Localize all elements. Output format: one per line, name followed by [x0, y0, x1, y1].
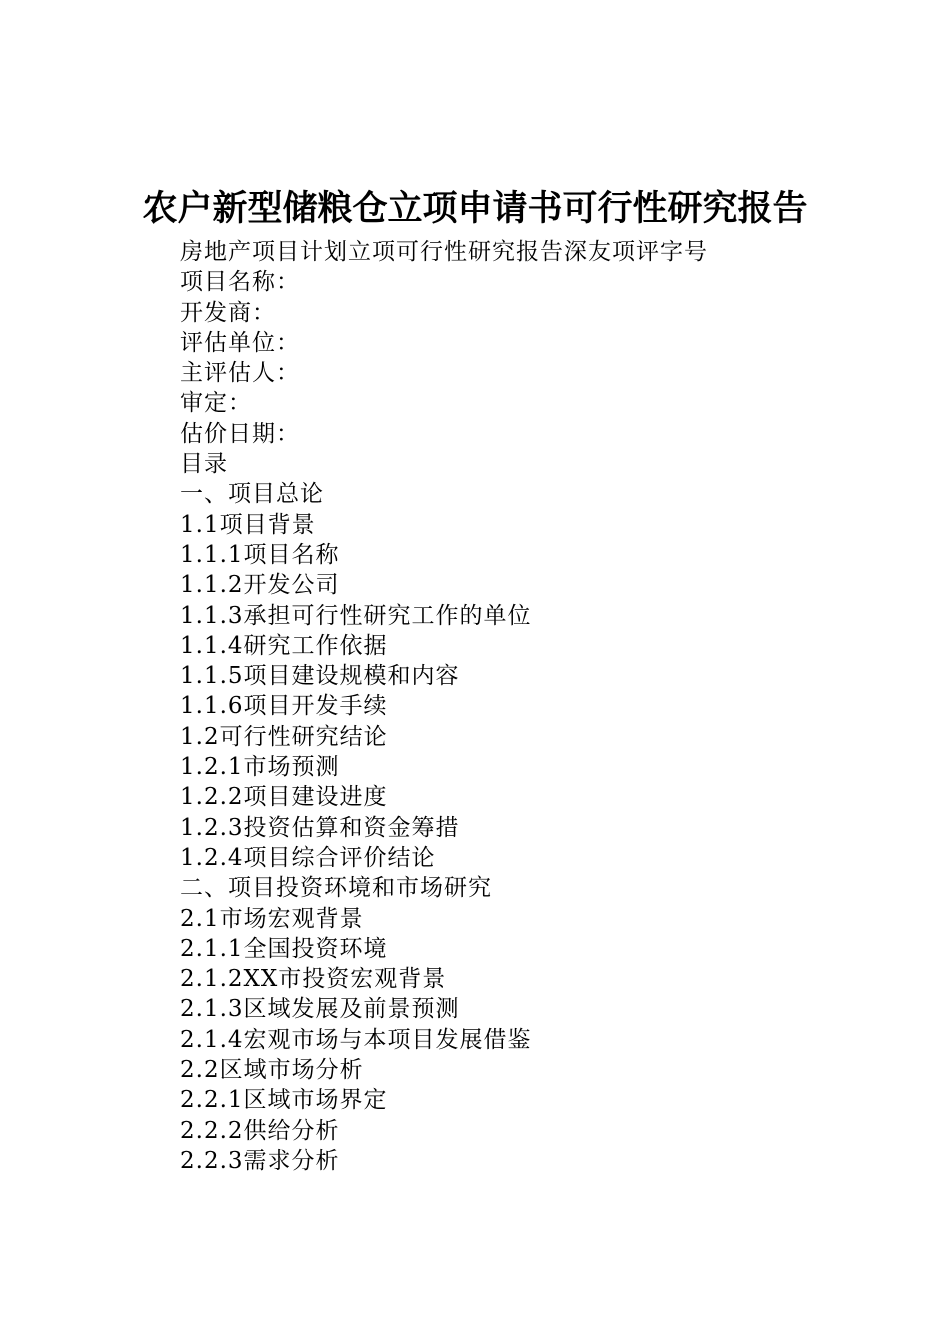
toc-heading: 目录: [180, 451, 228, 478]
toc-item: 2.2.2供给分析: [180, 1117, 340, 1144]
toc-item: 1.1.4研究工作依据: [180, 632, 388, 659]
toc-item: 1.2.1市场预测: [180, 754, 340, 781]
field-chief-assessor: 主评估人：: [180, 360, 300, 387]
toc-item: 1.1.6项目开发手续: [180, 693, 388, 720]
toc-item: 1.2.4项目综合评价结论: [180, 844, 436, 871]
toc-item: 一、项目总论: [180, 481, 324, 508]
field-developer: 开发商：: [180, 299, 276, 326]
toc-item: 1.2.2项目建设进度: [180, 784, 388, 811]
toc-item: 二、项目投资环境和市场研究: [180, 875, 492, 902]
toc-item: 1.2.3投资估算和资金筹措: [180, 814, 460, 841]
toc-item: 2.1市场宏观背景: [180, 905, 364, 932]
toc-item: 2.1.3区域发展及前景预测: [180, 996, 460, 1023]
field-valuation-date: 估价日期：: [180, 420, 300, 447]
toc-item: 2.1.2XX市投资宏观背景: [180, 966, 447, 993]
toc-item: 2.2区域市场分析: [180, 1057, 364, 1084]
toc-item: 1.1.1项目名称: [180, 541, 340, 568]
toc-item: 2.2.3需求分析: [180, 1147, 340, 1174]
field-assessment-unit: 评估单位：: [180, 329, 300, 356]
document-body: [180, 237, 880, 1176]
document-title: 农户新型储粮仓立项申请书可行性研究报告: [142, 188, 808, 229]
toc-item: 2.1.4宏观市场与本项目发展借鉴: [180, 1026, 532, 1053]
toc-item: 1.1项目背景: [180, 511, 316, 538]
toc-item: 1.1.3承担可行性研究工作的单位: [180, 602, 532, 629]
field-approval: 审定：: [180, 390, 252, 417]
field-project-name: 项目名称：: [180, 269, 300, 296]
toc-item: 1.1.2开发公司: [180, 572, 340, 599]
toc-item: 2.1.1全国投资环境: [180, 935, 388, 962]
toc-item: 2.2.1区域市场界定: [180, 1087, 388, 1114]
toc-item: 1.2可行性研究结论: [180, 723, 388, 750]
intro-line: 房地产项目计划立项可行性研究报告深友项评字号: [180, 239, 708, 265]
toc-item: 1.1.5项目建设规模和内容: [180, 663, 460, 690]
